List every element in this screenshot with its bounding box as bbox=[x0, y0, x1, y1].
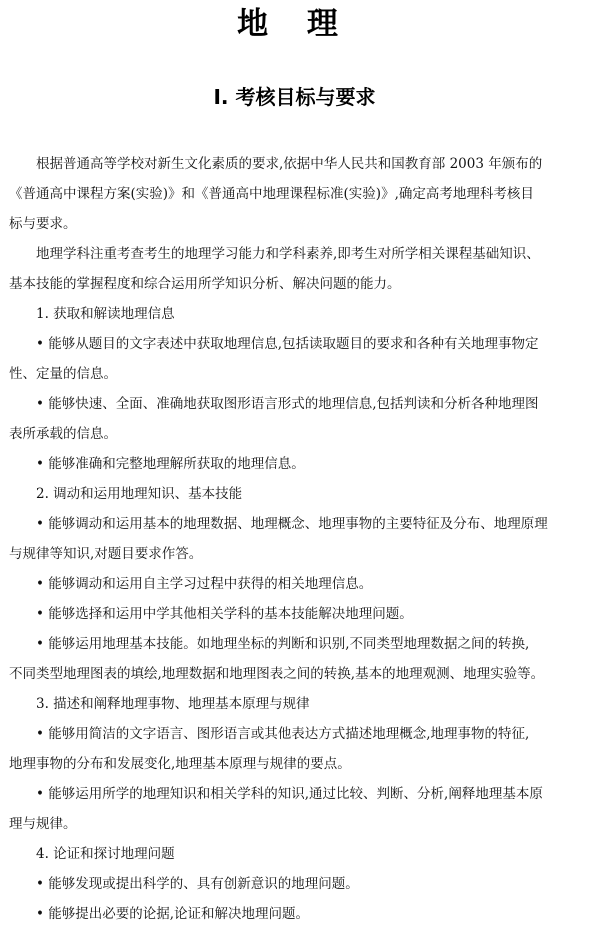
bullet-line: • 能够选择和运用中学其他相关学科的基本技能解决地理问题。 bbox=[36, 606, 413, 622]
paragraph-line: 性、定量的信息。 bbox=[9, 366, 117, 382]
paragraph-line: 《普通高中课程方案(实验)》和《普通高中地理课程标准(实验)》,确定高考地理科考核目 bbox=[9, 186, 534, 202]
paragraph-line: 不同类型地理图表的填绘,地理数据和地理图表之间的转换,基本的地理观测、地理实验等。 bbox=[9, 666, 545, 682]
subsection-heading: 1. 获取和解读地理信息 bbox=[36, 306, 175, 322]
page-title: 地 理 bbox=[237, 6, 352, 42]
bullet-line: • 能够准确和完整地理解所获取的地理信息。 bbox=[36, 456, 305, 472]
paragraph-line: 根据普通高等学校对新生文化素质的要求,依据中华人民共和国教育部 2003 年颁布的 bbox=[36, 156, 543, 172]
bullet-line: • 能够调动和运用自主学习过程中获得的相关地理信息。 bbox=[36, 576, 373, 592]
section-heading: Ⅰ. 考核目标与要求 bbox=[213, 85, 376, 109]
subsection-heading: 3. 描述和阐释地理事物、地理基本原理与规律 bbox=[36, 696, 310, 712]
bullet-line: • 能够调动和运用基本的地理数据、地理概念、地理事物的主要特征及分布、地理原理 bbox=[36, 516, 548, 532]
bullet-line: • 能够用简洁的文字语言、图形语言或其他表达方式描述地理概念,地理事物的特征, bbox=[36, 726, 530, 742]
subsection-heading: 2. 调动和运用地理知识、基本技能 bbox=[36, 486, 243, 502]
bullet-line: • 能够发现或提出科学的、具有创新意识的地理问题。 bbox=[36, 876, 359, 892]
bullet-line: • 能够运用地理基本技能。如地理坐标的判断和识别,不同类型地理数据之间的转换, bbox=[36, 636, 530, 652]
paragraph-line: 基本技能的掌握程度和综合运用所学知识分析、解决问题的能力。 bbox=[9, 276, 401, 292]
bullet-line: • 能够运用所学的地理知识和相关学科的知识,通过比较、判断、分析,阐释地理基本原 bbox=[36, 786, 543, 802]
paragraph-line: 与规律等知识,对题目要求作答。 bbox=[9, 546, 203, 562]
paragraph-line: 理与规律。 bbox=[9, 816, 77, 832]
bullet-line: • 能够快速、全面、准确地获取图形语言形式的地理信息,包括判读和分析各种地理图 bbox=[36, 396, 539, 412]
paragraph-line: 标与要求。 bbox=[9, 216, 77, 232]
bullet-line: • 能够从题目的文字表述中获取地理信息,包括读取题目的要求和各种有关地理事物定 bbox=[36, 336, 539, 352]
paragraph-line: 表所承载的信息。 bbox=[9, 426, 117, 442]
subsection-heading: 4. 论证和探讨地理问题 bbox=[36, 846, 175, 862]
paragraph-line: 地理学科注重考查考生的地理学习能力和学科素养,即考生对所学相关课程基础知识、 bbox=[36, 246, 540, 262]
bullet-line: • 能够提出必要的论据,论证和解决地理问题。 bbox=[36, 906, 310, 922]
paragraph-line: 地理事物的分布和发展变化,地理基本原理与规律的要点。 bbox=[9, 756, 351, 772]
